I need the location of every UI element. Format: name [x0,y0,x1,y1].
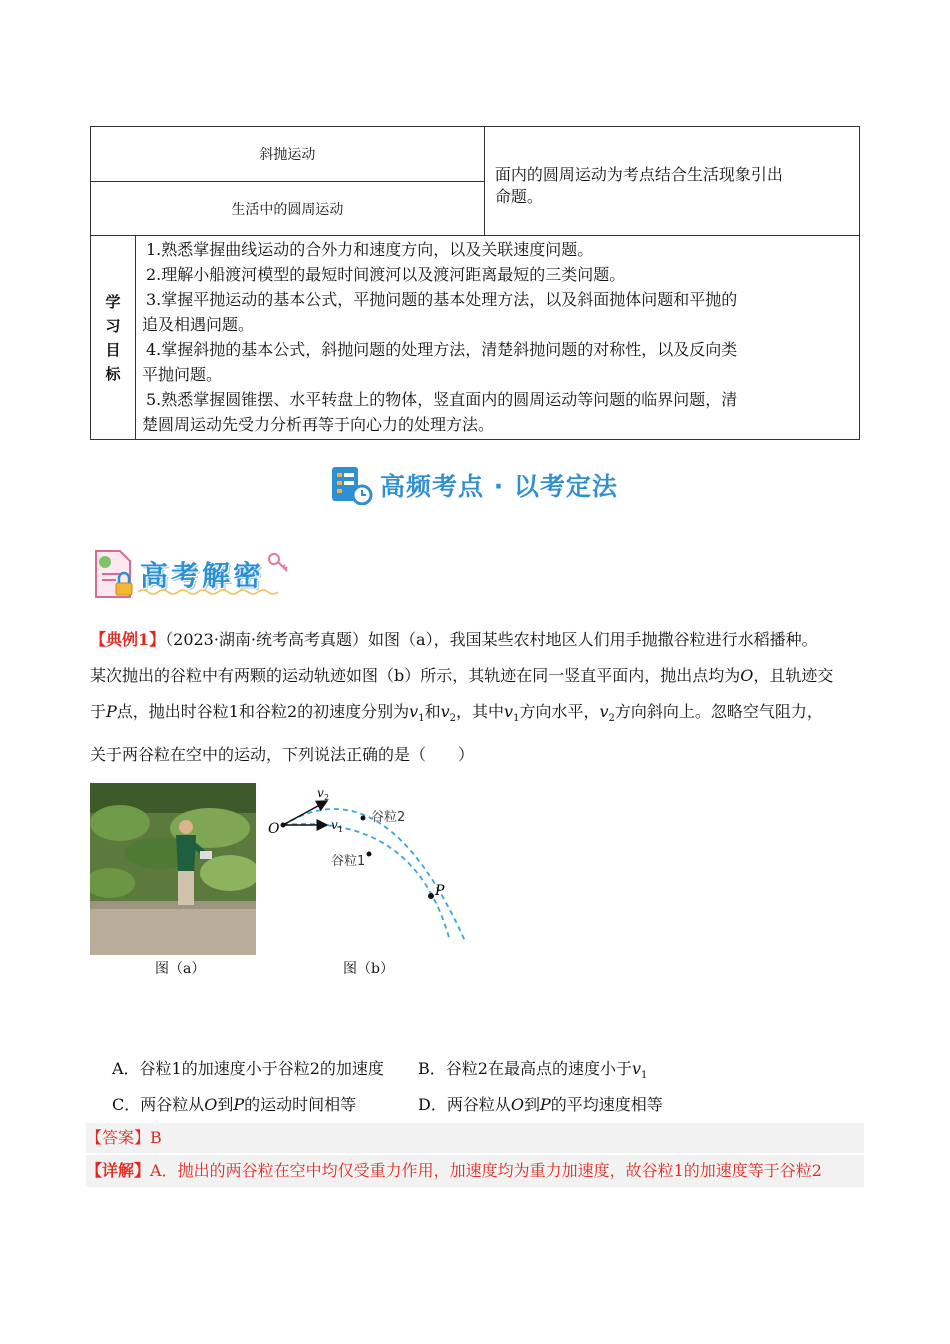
label-O: O [268,821,280,837]
trajectory-grain-2 [283,809,465,941]
goal-line: 2.理解小船渡河模型的最短时间渡河以及渡河距离最短的三类问题。 [146,265,626,284]
option-a[interactable]: A．谷粒1的加速度小于谷粒2的加速度 [112,1059,384,1078]
label-grain-1: 谷粒1 [331,854,366,869]
label-v1: v [331,818,338,832]
grain-1-dot [367,852,372,857]
point-O [281,823,286,828]
goals-list [136,236,859,439]
label-v2: v [317,786,324,800]
goal-line: 1.熟悉掌握曲线运动的合外力和速度方向，以及关联速度问题。 [146,240,594,259]
description-line-1: 面内的圆周运动为考点结合生活现象引出 [494,165,783,184]
trajectory-diagram [265,783,475,948]
checklist-clock-icon [330,465,374,505]
label-P: P [435,883,445,899]
option-b[interactable]: B．谷粒2在最高点的速度小于$v_1$ [418,1059,648,1082]
trajectory-grain-1 [283,824,450,941]
banner-title: 高频考点 · 以考定法 [380,472,618,501]
caption-b: 图（b） [343,961,394,977]
example-line-1: 【典例1】（2023·湖南·统考高考真题）如图（a），我国某些农村地区人们用手抛撒谷粒进行水稻播种。 [90,630,818,649]
example-line-2: 某次抛出的谷粒中有两颗的运动轨迹如图（b）所示，其轨迹在同一竖直平面内，抛出点均为O，且轨迹交 [90,666,834,685]
document-lock-icon [92,547,136,601]
goal-line: 5.熟悉掌握圆锥摆、水平转盘上的物体，竖直面内的圆周运动等问题的临界问题，清 [146,390,738,409]
example-line-4: 关于两谷粒在空中的运动，下列说法正确的是（ ） [90,745,475,765]
label-v2-sub: 2 [324,793,330,802]
wavy-underline [138,588,278,596]
table-cell-circular-motion: 生活中的圆周运动 [91,182,485,236]
goal-line: 平抛问题。 [142,365,223,384]
farmer-photo [90,783,256,955]
velocity-v2-arrow [283,801,327,825]
exam-secret-title: 高考解密 [140,559,265,592]
table-cell-description [484,127,859,236]
example-paragraph [90,622,865,773]
option-d[interactable]: D．两谷粒从O到P的平均速度相等 [418,1095,663,1114]
goals-label: 学 习 目 标 [91,236,136,439]
table-cell-oblique-motion: 斜抛运动 [91,127,485,182]
goal-line: 3.掌握平抛运动的基本公式，平抛问题的基本处理方法，以及斜面抛体问题和平抛的 [146,290,738,309]
goal-line: 楚圆周运动先受力分析再等于向心力的处理方法。 [142,415,495,434]
label-grain-2: 谷粒2 [371,810,406,825]
goal-line: 追及相遇问题。 [142,315,255,334]
key-icon [266,551,290,575]
answer-value: B [150,1128,162,1147]
caption-a: 图（a） [155,961,206,977]
grain-2-dot [361,816,366,821]
point-P [428,893,434,899]
example-line-3: 于P点，抛出时谷粒1和谷粒2的初速度分别为$v_1$和$v_2$，其中$v_1$方向水平，$v_2$方向斜向上。忽略空气阻力， [90,702,823,725]
option-c[interactable]: C．两谷粒从O到P的运动时间相等 [112,1095,357,1114]
answer-bar [86,1123,864,1153]
example-tag: 【典例1】 [90,630,166,649]
goals-row [91,236,860,440]
goal-line: 4.掌握斜抛的基本公式，斜抛问题的处理方法，清楚斜抛问题的对称性，以及反向类 [146,340,738,359]
description-line-2: 命题。 [494,187,543,206]
section-banner [330,465,618,505]
objectives-table [90,126,860,440]
detail-text: A．抛出的两谷粒在空中均仅受重力作用，加速度均为重力加速度，故谷粒1的加速度等于谷粒2 [150,1161,822,1180]
label-v1-sub: 1 [338,825,344,834]
answer-label: 【答案】 [86,1128,151,1147]
detail-bar [86,1155,864,1187]
detail-label: 【详解】 [86,1161,151,1180]
